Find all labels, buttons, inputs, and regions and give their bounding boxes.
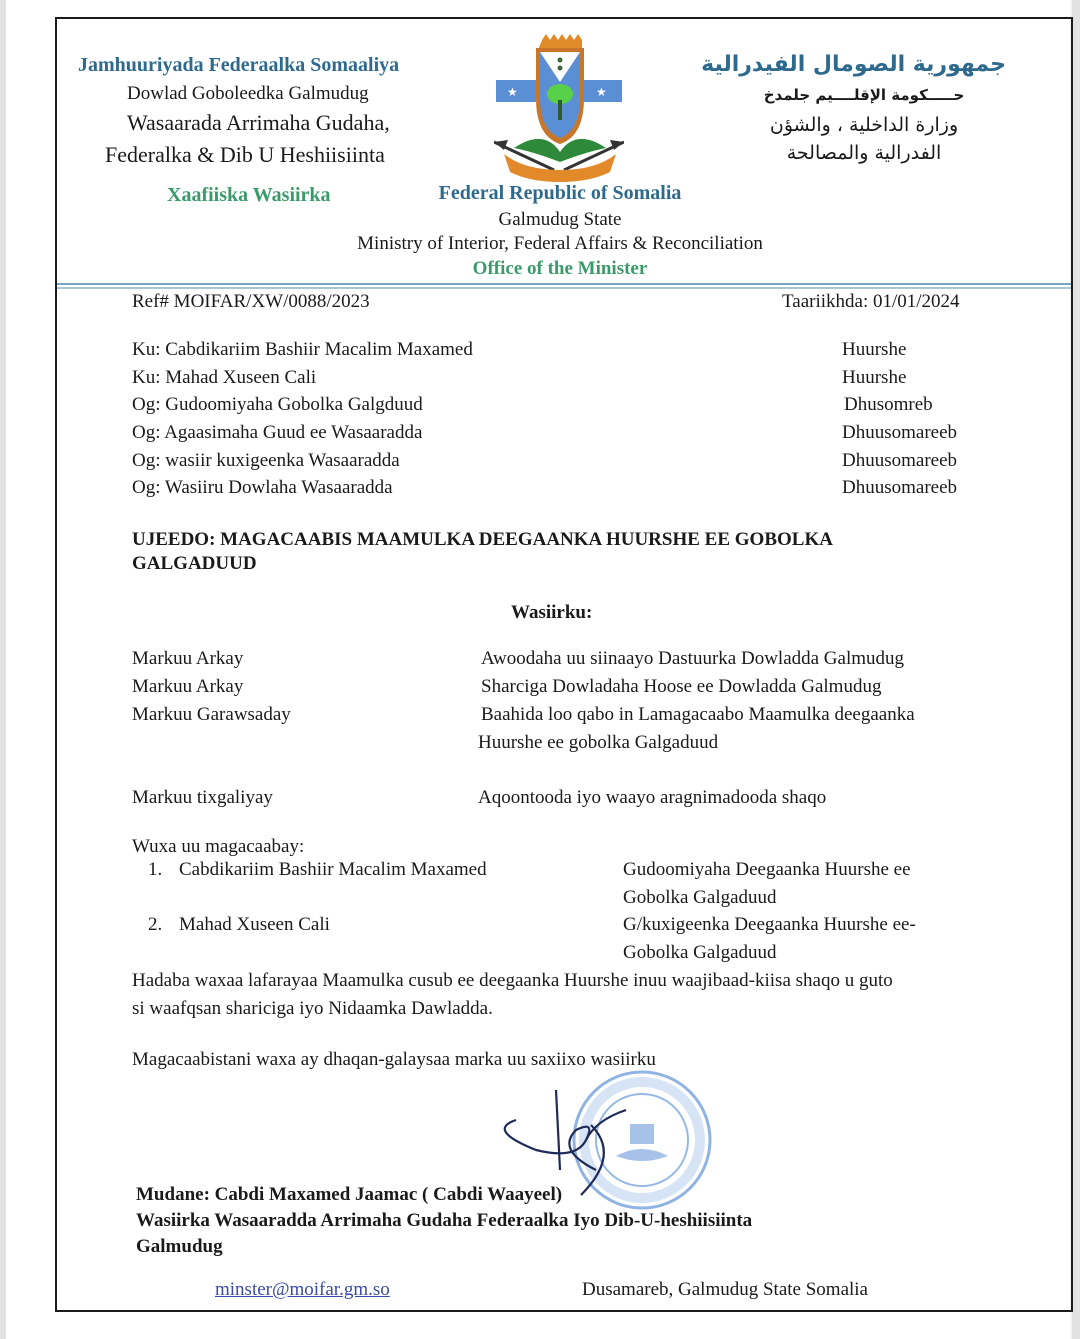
appointee-role: G/kuxigeenka Deegaanka Huurshe ee- — [623, 914, 916, 935]
recipient-name: Og: Agaasimaha Guud ee Wasaaradda — [132, 422, 423, 443]
recipient-place: Huurshe — [842, 367, 907, 388]
recipient-name: Og: Wasiiru Dowlaha Wasaaradda — [132, 477, 393, 498]
preamble-text: Awoodaha uu siinaayo Dastuurka Dowladda Galmudug — [481, 648, 905, 669]
header-divider — [57, 283, 1071, 285]
header-center-office: Office of the Minister — [472, 258, 648, 279]
appointments-intro: Wuxa uu magacaabay: — [132, 836, 305, 857]
header-divider-secondary — [57, 287, 1071, 289]
header-center-title: Federal Republic of Somalia — [438, 182, 682, 204]
header-left-ministry-2: Federalka & Dib U Heshiisiinta — [105, 142, 385, 167]
header-center-ministry: Ministry of Interior, Federal Affairs & Reconciliation — [357, 233, 763, 254]
svg-text:★: ★ — [507, 85, 518, 99]
letter-date: Taariikhda: 01/01/2024 — [782, 291, 960, 312]
subject-line-2: GALGADUUD — [132, 553, 257, 574]
recipient-place: Dhuusomareeb — [842, 422, 958, 443]
header-right-title: جمهورية الصومال الفيدرالية — [701, 52, 1006, 77]
letter-page — [6, 0, 1070, 1339]
coat-of-arms-icon — [494, 30, 624, 182]
recipient-name: Og: Gudoomiyaha Gobolka Galgduud — [132, 394, 423, 415]
signatory-state: Galmudug — [136, 1236, 223, 1257]
appointee-name: Cabdikariim Bashiir Macalim Maxamed — [179, 859, 487, 880]
effective-statement: Magacaabistani waxa ay dhaqan-galaysaa marka uu saxiixo wasiirku — [132, 1049, 656, 1070]
footer-address: Dusamareb, Galmudug State Somalia — [582, 1279, 868, 1300]
preamble-text: Aqoontooda iyo waayo aragnimadooda shaqo — [478, 787, 827, 808]
appointee-role-continued: Gobolka Galgaduud — [623, 887, 777, 908]
appointee-name: Mahad Xuseen Cali — [179, 914, 330, 935]
screen-edge-right — [1072, 0, 1080, 1339]
preamble-text: Baahida loo qabo in Lamagacaabo Maamulka deegaanka — [481, 704, 915, 725]
preamble-label: Markuu tixgaliyay — [132, 787, 273, 808]
recipient-place: Dhusomreb — [844, 394, 933, 415]
svg-text:★: ★ — [596, 85, 607, 99]
header-left-ministry-1: Wasaarada Arrimaha Gudaha, — [127, 110, 390, 135]
recipient-name: Og: wasiir kuxigeenka Wasaaradda — [132, 450, 400, 471]
recipient-place: Dhuusomareeb — [842, 450, 958, 471]
header-right-ministry-2: الفدرالية والمصالحة — [786, 142, 942, 164]
preamble-label: Markuu Arkay — [132, 648, 244, 669]
header-left-office: Xaafiiska Wasiirka — [167, 184, 331, 206]
subject-line-1: UJEEDO: MAGACAABIS MAAMULKA DEEGAANKA HUURSHE EE GOBOLKA — [132, 529, 833, 550]
signature-icon — [496, 1080, 646, 1200]
preamble-label: Markuu Garawsaday — [132, 704, 291, 725]
preamble-text-continued: Huurshe ee gobolka Galgaduud — [478, 732, 719, 753]
signatory-name: Mudane: Cabdi Maxamed Jaamac ( Cabdi Waayeel) — [136, 1184, 563, 1205]
header-center-state: Galmudug State — [498, 209, 622, 230]
header-right-ministry-1: وزارة الداخلية ، والشؤن — [769, 114, 959, 136]
signatory-title: Wasiirka Wasaaradda Arrimaha Gudaha Federaalka Iyo Dib-U-heshiisiinta — [136, 1210, 753, 1231]
appointment-number: 1. — [148, 859, 163, 880]
closing-paragraph-line-2: si waafqsan shariciga iyo Nidaamka Dawladda. — [132, 998, 493, 1019]
minister-heading: Wasiirku: — [511, 602, 593, 623]
header-right-state: حـــــكومة الإقلــــيم جلمدخ — [763, 86, 965, 104]
appointee-role: Gudoomiyaha Deegaanka Huurshe ee — [623, 859, 911, 880]
preamble-label: Markuu Arkay — [132, 676, 244, 697]
preamble-text: Sharciga Dowladaha Hoose ee Dowladda Galmudug — [481, 676, 882, 697]
header-left-title: Jamhuuriyada Federaalka Somaaliya — [78, 54, 400, 76]
appointment-number: 2. — [148, 914, 163, 935]
reference-number: Ref# MOIFAR/XW/0088/2023 — [132, 291, 370, 312]
recipient-place: Dhuusomareeb — [842, 477, 958, 498]
closing-paragraph-line-1: Hadaba waxaa lafarayaa Maamulka cusub ee deegaanka Huurshe inuu waajibaad-kiisa shaqo u guto — [132, 970, 893, 991]
recipient-name: Ku: Mahad Xuseen Cali — [132, 367, 317, 388]
email-link[interactable]: minster@moifar.gm.so — [215, 1279, 390, 1300]
appointee-role-continued: Gobolka Galgaduud — [623, 942, 777, 963]
header-left-state: Dowlad Goboleedka Galmudug — [127, 83, 369, 104]
recipient-place: Huurshe — [842, 339, 907, 360]
recipient-name: Ku: Cabdikariim Bashiir Macalim Maxamed — [132, 339, 473, 360]
